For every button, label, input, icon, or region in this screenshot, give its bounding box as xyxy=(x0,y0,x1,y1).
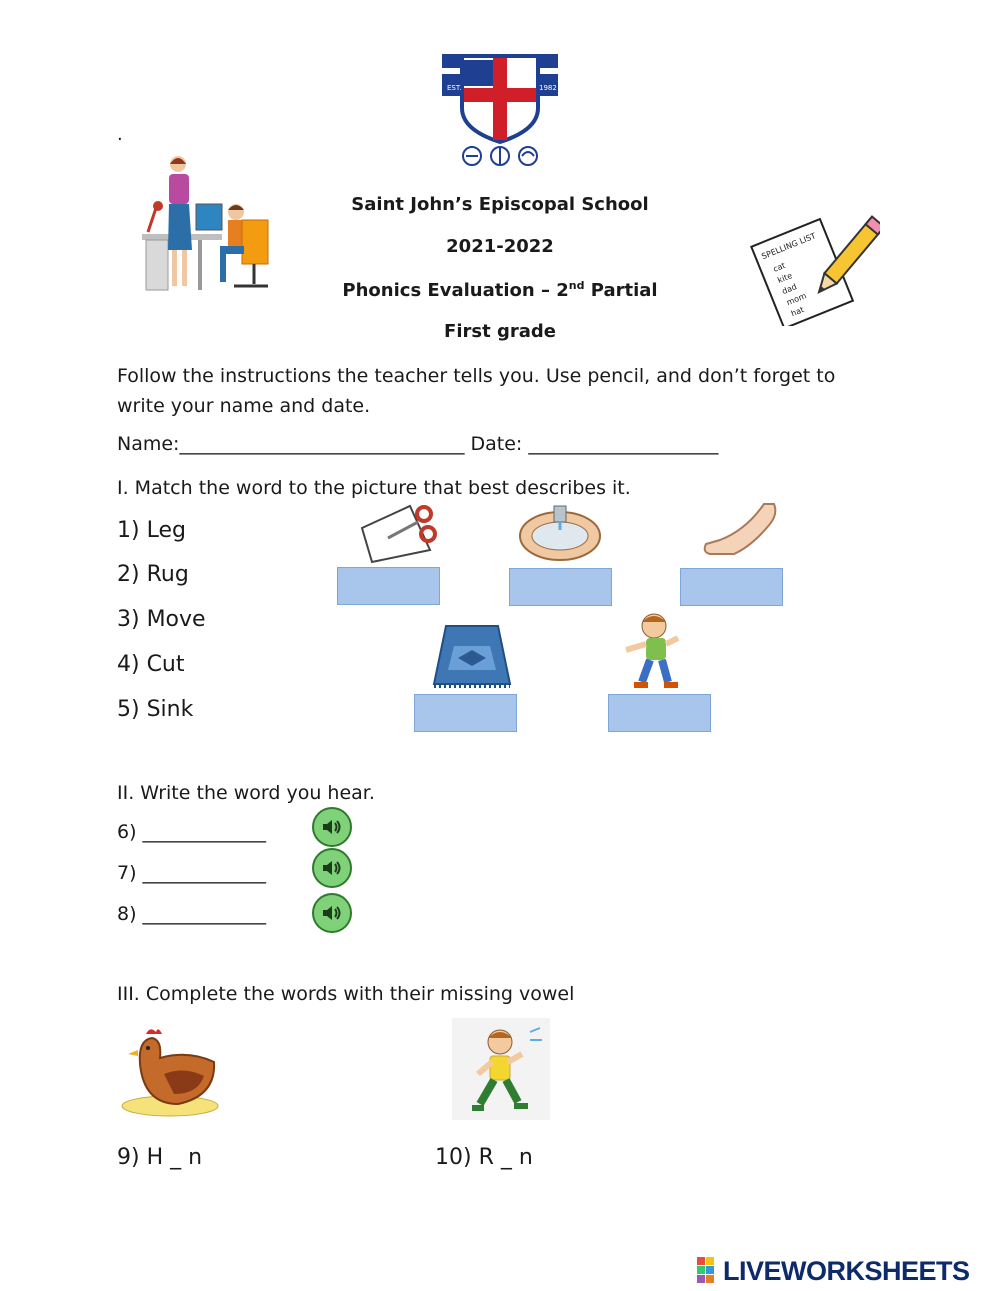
svg-text:dad: dad xyxy=(780,282,799,297)
answer-box-sink[interactable] xyxy=(509,568,612,606)
answer-box-rug[interactable] xyxy=(414,694,517,732)
vowel-item-run[interactable]: 10) R _ n xyxy=(435,1145,533,1170)
svg-text:1982: 1982 xyxy=(539,84,557,92)
answer-box-move[interactable] xyxy=(608,694,711,732)
name-date-line[interactable]: Name:______________________________ Date: ____________________ xyxy=(117,433,719,455)
svg-text:mom: mom xyxy=(785,291,808,308)
scissors-paper-picture xyxy=(358,500,438,566)
svg-text:EST.: EST. xyxy=(447,84,462,92)
liveworksheets-mark-icon xyxy=(697,1257,723,1285)
answer-box-leg[interactable] xyxy=(680,568,783,606)
svg-text:kite: kite xyxy=(776,271,794,285)
match-word-move: 3) Move xyxy=(117,607,206,632)
leg-picture xyxy=(700,500,780,562)
speaker-icon xyxy=(320,856,344,880)
school-name: Saint John’s Episcopal School xyxy=(351,194,649,215)
teacher-student-illustration xyxy=(138,152,270,294)
school-year: 2021-2022 xyxy=(446,236,554,257)
speaker-icon xyxy=(320,815,344,839)
speaker-icon xyxy=(320,901,344,925)
vowel-item-hen[interactable]: 9) H _ n xyxy=(117,1145,203,1170)
svg-text:SPELLING LIST: SPELLING LIST xyxy=(760,231,818,262)
spelling-list-illustration xyxy=(746,210,880,326)
svg-text:cat: cat xyxy=(771,260,787,274)
audio-button-7[interactable] xyxy=(312,848,352,888)
svg-text:hat: hat xyxy=(789,305,806,319)
match-word-leg: 1) Leg xyxy=(117,518,186,543)
liveworksheets-logo: LIVEWORKSHEETS xyxy=(697,1254,970,1288)
section-1-title: I. Match the word to the picture that best describes it. xyxy=(117,477,631,499)
answer-box-scissors[interactable] xyxy=(337,567,440,605)
moving-boy-picture xyxy=(620,610,682,692)
section-2-title: II. Write the word you hear. xyxy=(117,782,375,804)
audio-button-8[interactable] xyxy=(312,893,352,933)
audio-button-6[interactable] xyxy=(312,807,352,847)
rug-picture xyxy=(430,622,514,694)
stray-dot: . xyxy=(117,124,123,145)
evaluation-title: Phonics Evaluation – 2nd Partial xyxy=(342,279,658,301)
hen-picture xyxy=(118,1024,222,1118)
running-boy-picture xyxy=(452,1018,550,1120)
sink-picture xyxy=(518,500,602,564)
match-word-cut: 4) Cut xyxy=(117,652,185,677)
write-line-6[interactable]: 6) _____________ xyxy=(117,821,267,843)
section-3-title: III. Complete the words with their missing vowel xyxy=(117,983,575,1005)
match-word-rug: 2) Rug xyxy=(117,562,189,587)
write-line-8[interactable]: 8) _____________ xyxy=(117,903,267,925)
match-word-sink: 5) Sink xyxy=(117,697,194,722)
school-crest-logo xyxy=(440,48,560,168)
write-line-7[interactable]: 7) _____________ xyxy=(117,862,267,884)
instructions-text: Follow the instructions the teacher tells you. Use pencil, and don’t forget to write your name and date. xyxy=(117,365,836,417)
grade-label: First grade xyxy=(444,321,556,342)
